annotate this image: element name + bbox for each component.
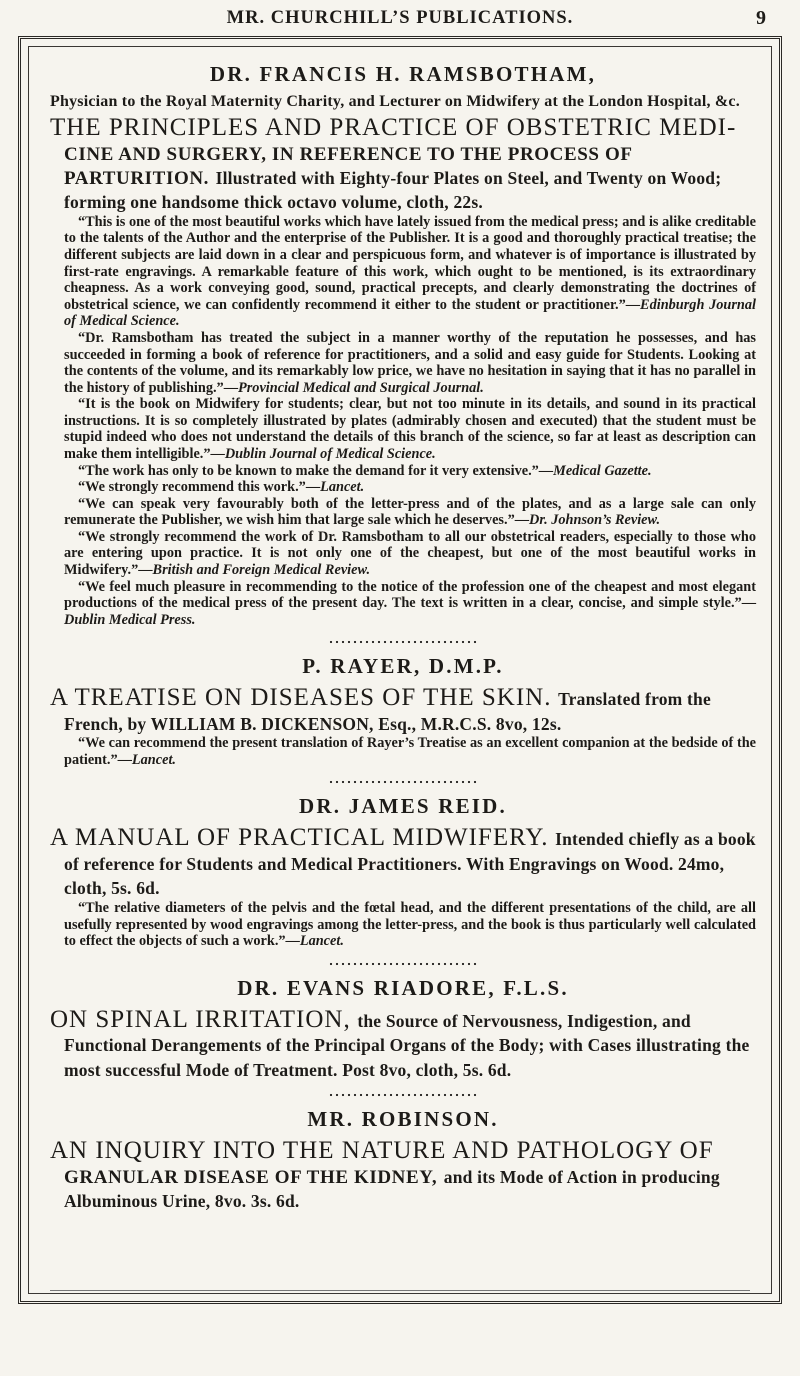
review-text: “We strongly recommend this work.”— xyxy=(78,479,321,496)
book-title-rest: GRANULAR DISEASE OF THE KIDNEY, xyxy=(64,1166,438,1188)
running-head xyxy=(0,0,800,40)
listing-reid xyxy=(50,794,756,949)
review-quote xyxy=(50,396,756,462)
book-description: Translated from the French, by WILLIAM B. DICKENSON, Esq., M.R.C.S. 8vo, 12s. xyxy=(64,689,711,734)
review-source: Lancet. xyxy=(320,479,365,496)
book-title-lead: THE PRINCIPLES AND PRACTICE OF OBSTETRIC MEDI- xyxy=(50,114,737,141)
book-description: Intended chiefly as a book of reference for Students and Medical Practitioners. With Engravings on Wood. 24mo, cloth, 5s. 6d. xyxy=(64,829,756,899)
review-source: Provincial Medical and Surgical Journal. xyxy=(238,379,484,396)
review-source: Lancet. xyxy=(131,751,176,768)
running-title: MR. CHURCHILL’S PUBLICATIONS. xyxy=(226,8,574,28)
review-text: “This is one of the most beautiful works which have lately issued from the medical press; and is alike creditable to the talents of the Author and the enterprise of the Publisher. It is a good and thoroughly practical treatise; the different subjects are laid down in a clear and perspicuous form, and whatever is of importance is illustrated by first-rate engravings. A remarkable feature of this work, which ought to be mentioned, is its extraordinary cheapness. As a work conveying good, sound, practical precepts, and clearly demonstrating the doctrines of obstetrical science, we can confidently recommend it either to the student or practitioner.”— xyxy=(64,213,756,313)
book-title xyxy=(50,825,756,899)
book-title-lead: ON SPINAL IRRITATION, xyxy=(50,1005,351,1033)
book-title xyxy=(50,685,756,735)
book-description: Illustrated with Eighty-four Plates on Steel, and Twenty on Wood; forming one handsome thick octavo volume, cloth, 22s. xyxy=(64,167,722,213)
review-quote xyxy=(50,330,756,396)
author-heading: DR. EVANS RIADORE, F.L.S. xyxy=(237,975,569,1000)
review-quote xyxy=(50,735,756,768)
ornamental-rule xyxy=(328,962,478,966)
review-quote xyxy=(50,214,756,330)
author-heading: DR. JAMES REID. xyxy=(298,794,507,819)
review-text: “We feel much pleasure in recommending to the notice of the profession one of the cheapest and most elegant productions of the medical press of the present day. The text is written in a clear, concise, and simple style.”— xyxy=(64,578,756,612)
review-quote xyxy=(50,529,756,579)
review-text: “We can recommend the present translation of Rayer’s Treatise as an excellent companion at the bedside of the patient.”— xyxy=(64,735,756,768)
review-source: Medical Gazette. xyxy=(553,462,652,479)
review-quote xyxy=(50,496,756,529)
listing-riadore xyxy=(50,976,756,1081)
review-source: Edinburgh Journal of Medical Science. xyxy=(64,296,756,330)
book-title xyxy=(50,115,756,214)
book-title-lead: AN INQUIRY INTO THE NATURE AND PATHOLOGY OF xyxy=(50,1137,714,1165)
review-quote xyxy=(50,479,756,496)
listing-ramsbotham xyxy=(50,62,756,628)
review-source: Dublin Medical Press. xyxy=(64,611,196,628)
author-heading: MR. ROBINSON. xyxy=(307,1107,499,1132)
book-title-lead: A MANUAL OF PRACTICAL MIDWIFERY. xyxy=(50,824,549,852)
book-title-rest: CINE AND SURGERY, IN REFERENCE TO THE PROCESS OF PARTURITION. xyxy=(64,143,632,189)
author-affiliation: Physician to the Royal Maternity Charity, and Lecturer on Midwifery at the London Hospital, &c. xyxy=(50,93,740,110)
review-quote xyxy=(50,579,756,629)
ornamental-rule xyxy=(328,1093,478,1097)
page-number: 9 xyxy=(756,7,766,29)
review-quote xyxy=(50,463,756,480)
review-text: “It is the book on Midwifery for students; clear, but not too minute in its details, and sound in its practical instructions. It is so completely illustrated by plates (admirably chosen and executed) that the student must be stupid indeed who does not understand the details of this branch of the science, so far at least as description can make them intelligible.”— xyxy=(64,396,756,462)
review-text: “The work has only to be known to make the demand for it very extensive.”— xyxy=(78,462,554,479)
review-source: Dublin Journal of Medical Science. xyxy=(224,446,436,462)
review-text: “We strongly recommend the work of Dr. Ramsbotham to all our obstetrical readers, especially to those who are entering upon practice. It is not only one of the cheapest, but one of the most beautiful works in Midwifery.”— xyxy=(64,528,756,579)
book-description: and its Mode of Action in producing Albuminous Urine, 8vo. 3s. 6d. xyxy=(64,1166,720,1212)
listing-robinson xyxy=(50,1107,756,1212)
listing-rayer xyxy=(50,654,756,768)
ornamental-rule xyxy=(328,640,478,644)
ornamental-rule xyxy=(328,780,478,784)
author-heading: P. RAYER, D.M.P. xyxy=(302,654,504,679)
book-title xyxy=(50,1138,756,1212)
book-description: the Source of Nervousness, Indigestion, and Functional Derangements of the Principal Organs of the Body; with Cases illustrating the most successful Mode of Treatment. Post 8vo, cloth, 5s. 6d. xyxy=(64,1010,750,1080)
review-source: Lancet. xyxy=(299,933,344,950)
review-source: British and Foreign Medical Review. xyxy=(152,562,371,579)
review-text: “The relative diameters of the pelvis and the fœtal head, and the different presentations of the child, are all usefully represented by wood engravings among the letter-press, and the book is thus particularly well calculated to effect the objects of such a work.”— xyxy=(64,899,756,950)
book-title-lead: A TREATISE ON DISEASES OF THE SKIN. xyxy=(50,684,552,712)
review-quote xyxy=(50,900,756,950)
bottom-rule xyxy=(50,1290,750,1291)
review-text: “Dr. Ramsbotham has treated the subject in a manner worthy of the reputation he possesses, and has succeeded in forming a book of reference for practitioners, and a solid and easy guide for Students. Looking at the contents of the volume, and its remarkably low price, we have no hesitation in saying that it has no parallel in the history of publishing.”— xyxy=(64,329,756,396)
page-content xyxy=(50,62,756,1213)
review-source: Dr. Johnson’s Review. xyxy=(529,512,661,529)
author-heading: DR. FRANCIS H. RAMSBOTHAM, xyxy=(209,62,597,86)
book-title xyxy=(50,1007,756,1081)
review-text: “We can speak very favourably both of the letter-press and of the plates, and as a large sale can only remunerate the Publisher, we wish him that large sale which he deserves.”— xyxy=(64,495,756,529)
